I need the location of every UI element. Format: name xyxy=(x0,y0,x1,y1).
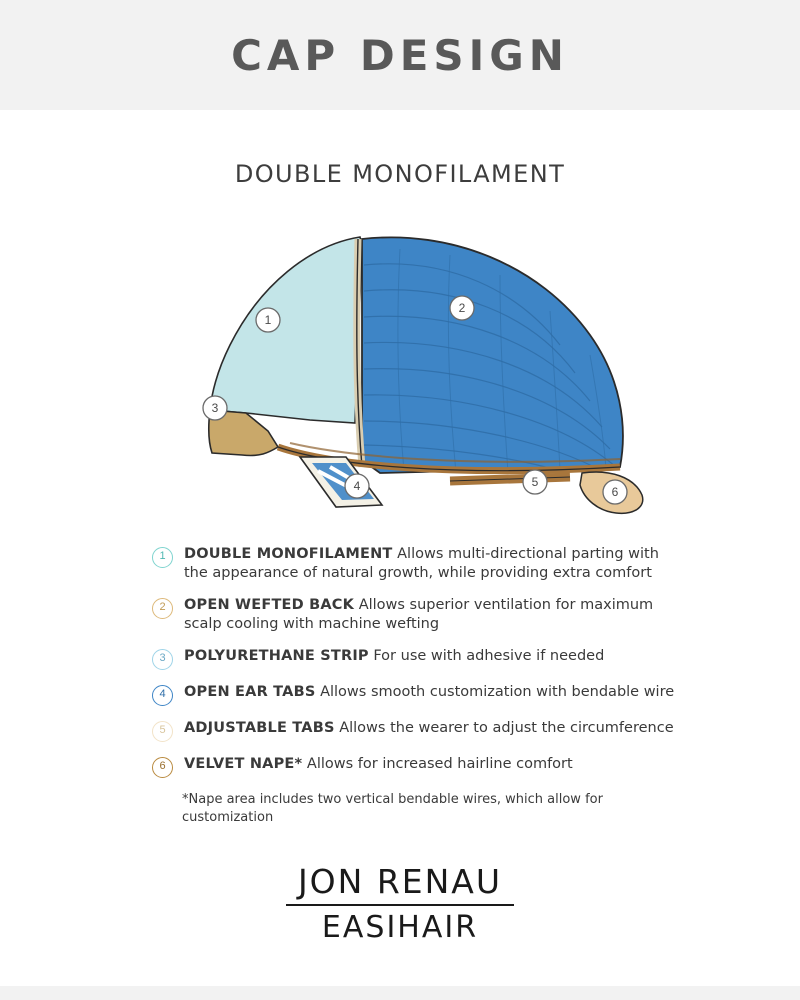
brand-lockup xyxy=(0,862,800,945)
legend-term-6: VELVET NAPE* xyxy=(184,756,303,772)
callout-label-4: 4 xyxy=(353,479,361,493)
legend-desc-5: Allows the wearer to adjust the circumference xyxy=(339,720,674,736)
legend-desc-6: Allows for increased hairline comfort xyxy=(306,756,573,772)
brand-subname: EASIHAIR xyxy=(321,910,479,945)
legend-item xyxy=(152,755,682,778)
header-band xyxy=(0,0,800,110)
legend-text-1 xyxy=(184,545,682,583)
callout-label-3: 3 xyxy=(211,401,219,415)
legend-item xyxy=(152,596,682,634)
callout-label-6: 6 xyxy=(611,485,619,499)
legend-badge-4: 4 xyxy=(152,685,173,706)
brand-divider xyxy=(286,904,514,906)
page-title: CAP DESIGN xyxy=(231,30,569,80)
legend-list xyxy=(152,545,682,827)
legend-text-4 xyxy=(184,683,674,702)
subtitle: DOUBLE MONOFILAMENT xyxy=(234,160,566,188)
legend-term-5: ADJUSTABLE TABS xyxy=(184,720,335,736)
legend-badge-6: 6 xyxy=(152,757,173,778)
legend-item xyxy=(152,683,682,706)
callout-label-5: 5 xyxy=(531,475,539,489)
legend-desc-4: Allows smooth customization with bendable wire xyxy=(320,684,675,700)
legend-text-3 xyxy=(184,647,604,666)
legend-term-3: POLYURETHANE STRIP xyxy=(184,648,369,664)
legend-desc-3: For use with adhesive if needed xyxy=(373,648,605,664)
legend-item xyxy=(152,719,682,742)
callout-label-1: 1 xyxy=(264,313,272,327)
legend-item xyxy=(152,545,682,583)
legend-badge-2: 2 xyxy=(152,598,173,619)
legend-term-2: OPEN WEFTED BACK xyxy=(184,597,355,613)
legend-text-5 xyxy=(184,719,674,738)
legend-text-2 xyxy=(184,596,682,634)
legend-badge-5: 5 xyxy=(152,721,173,742)
legend-desc-1: Allows multi-directional parting with the appearance of natural growth, while providing extra comfort xyxy=(184,546,659,581)
callout-label-2: 2 xyxy=(458,301,466,315)
legend-text-6 xyxy=(184,755,573,774)
mono-region xyxy=(210,237,362,423)
legend-item xyxy=(152,647,682,670)
legend-term-4: OPEN EAR TABS xyxy=(184,684,316,700)
brand-name: JON RENAU xyxy=(297,862,503,901)
legend-footnote: *Nape area includes two vertical bendable wires, which allow for customization xyxy=(182,792,603,825)
footer-band xyxy=(0,986,800,1000)
cap-diagram xyxy=(150,205,670,525)
legend-desc-2: Allows superior ventilation for maximum scalp cooling with machine wefting xyxy=(184,597,654,632)
legend-term-1: DOUBLE MONOFILAMENT xyxy=(184,546,393,562)
legend-badge-1: 1 xyxy=(152,547,173,568)
legend-badge-3: 3 xyxy=(152,649,173,670)
cap-illustration-svg xyxy=(150,205,670,525)
